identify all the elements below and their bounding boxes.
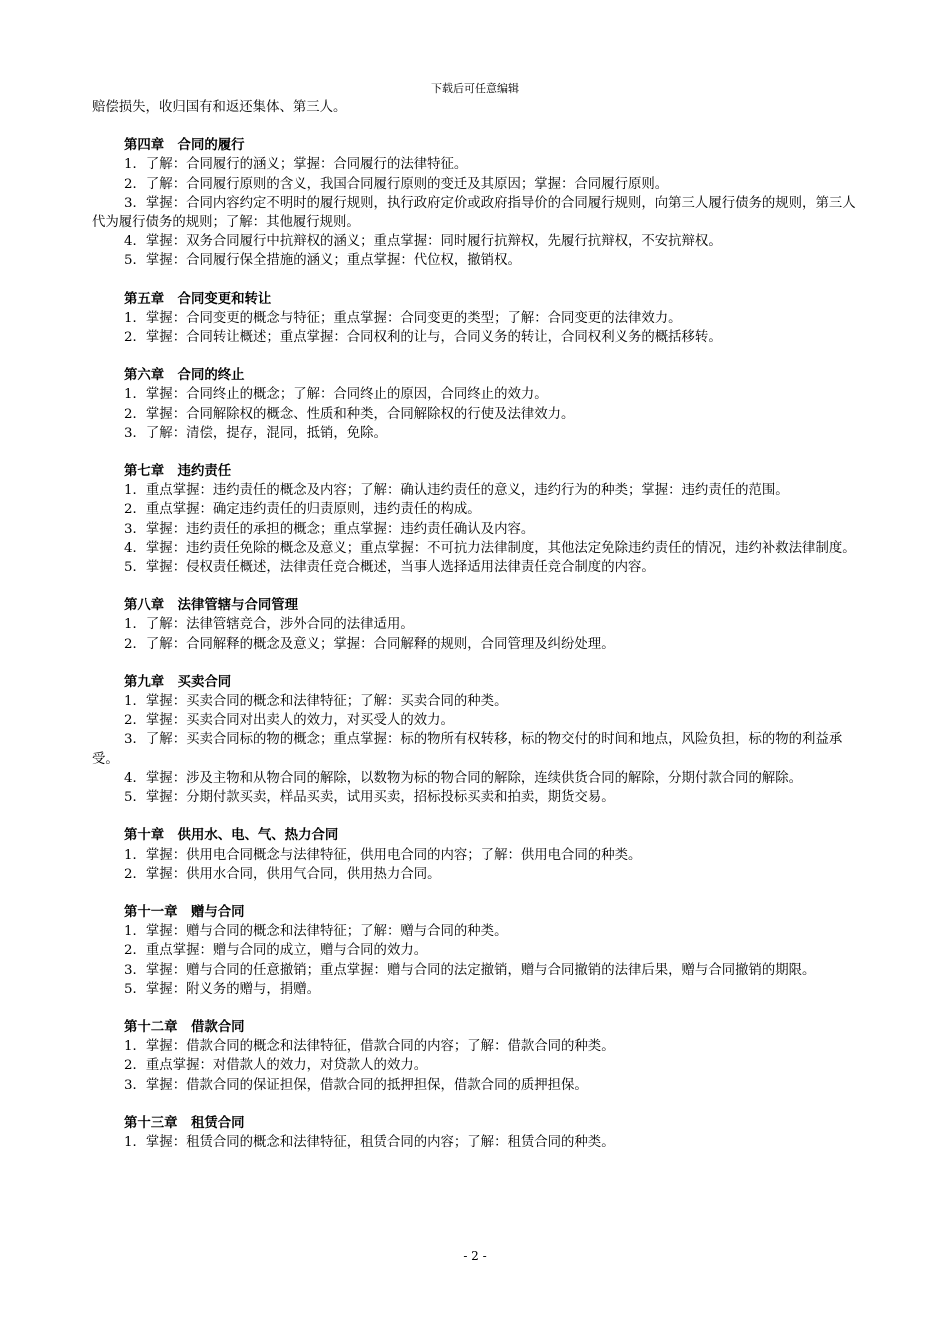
chapter-item: 2．重点掌握：确定违约责任的归责原则，违约责任的构成。	[124, 502, 481, 518]
chapter-item: 5．掌握：附义务的赠与，捐赠。	[124, 981, 320, 997]
chapter-6	[92, 366, 860, 443]
chapter-title: 第六章 合同的终止	[124, 367, 245, 384]
chapter-item: 2．掌握：供用水合同，供用气合同，供用热力合同。	[124, 866, 441, 882]
chapter-item: 1．掌握：供用电合同概念与法律特征，供用电合同的内容；了解：供用电合同的种类。	[124, 847, 642, 863]
chapter-title: 第九章 买卖合同	[124, 673, 232, 690]
chapter-item: 3．了解：清偿，提存，混同，抵销，免除。	[124, 425, 387, 441]
chapter-item: 1．掌握：赠与合同的概念和法律特征；了解：赠与合同的种类。	[124, 924, 508, 940]
chapter-11	[92, 903, 860, 999]
chapter-5	[92, 290, 860, 348]
chapter-10	[92, 826, 860, 884]
chapter-item: 2．重点掌握：赠与合同的成立，赠与合同的效力。	[124, 943, 428, 959]
chapter-item: 1．掌握：借款合同的概念和法律特征，借款合同的内容；了解：借款合同的种类。	[124, 1039, 615, 1055]
chapter-title: 第十三章 租赁合同	[124, 1114, 245, 1131]
chapter-item: 1．了解：法律管辖竞合，涉外合同的法律适用。	[124, 617, 414, 633]
chapter-title: 第十章 供用水、电、气、热力合同	[124, 827, 339, 844]
chapter-12	[92, 1018, 860, 1095]
chapter-item: 5．掌握：分期付款买卖，样品买卖，试用买卖，招标投标买卖和拍卖，期货交易。	[124, 790, 615, 806]
chapter-9	[92, 673, 860, 807]
continuation-line: 赔偿损失，收归国有和返还集体、第三人。	[92, 100, 347, 115]
chapter-title: 第十一章 赠与合同	[124, 903, 245, 920]
chapter-item: 5．掌握：侵权责任概述，法律责任竞合概述，当事人选择适用法律责任竞合制度的内容。	[124, 560, 655, 576]
chapter-7	[92, 462, 860, 577]
document-body	[92, 98, 860, 1152]
chapter-item: 4．掌握：双务合同履行中抗辩权的涵义；重点掌握：同时履行抗辩权，先履行抗辩权，不安抗辩权。	[124, 234, 722, 250]
chapter-item: 2．掌握：买卖合同对出卖人的效力，对买受人的效力。	[124, 713, 454, 729]
chapter-item: 2．了解：合同解释的概念及意义；掌握：合同解释的规则，合同管理及纠纷处理。	[124, 636, 615, 652]
chapter-item: 3．掌握：合同内容约定不明时的履行规则，执行政府定价或政府指导价的合同履行规则，向第三人履行债务的规则，第三人代为履行债务的规则；了解：其他履行规则。	[92, 195, 856, 231]
chapter-item: 4．掌握：违约责任免除的概念及意义；重点掌握：不可抗力法律制度，其他法定免除违约责任的情况，违约补救法律制度。	[124, 540, 856, 556]
chapter-title: 第七章 违约责任	[124, 463, 232, 480]
chapter-title: 第八章 法律管辖与合同管理	[124, 597, 299, 614]
chapter-title: 第十二章 借款合同	[124, 1018, 245, 1035]
chapter-item: 4．掌握：涉及主物和从物合同的解除，以数物为标的物合同的解除，连续供货合同的解除，分期付款合同的解除。	[124, 770, 803, 786]
chapter-item: 1．掌握：合同变更的概念与特征；重点掌握：合同变更的类型；了解：合同变更的法律效力。	[124, 310, 682, 326]
chapter-item: 5．掌握：合同履行保全措施的涵义；重点掌握：代位权，撤销权。	[124, 253, 521, 269]
chapter-item: 1．重点掌握：违约责任的概念及内容；了解：确认违约责任的意义，违约行为的种类；掌握：违约责任的范围。	[124, 483, 789, 499]
chapter-item: 2．了解：合同履行原则的含义，我国合同履行原则的变迁及其原因；掌握：合同履行原则。	[124, 176, 669, 192]
chapter-item: 2．掌握：合同转让概述；重点掌握：合同权利的让与，合同义务的转让，合同权利义务的概括移转。	[124, 330, 722, 346]
chapter-item: 3．掌握：赠与合同的任意撤销；重点掌握：赠与合同的法定撤销，赠与合同撤销的法律后果，赠与合同撤销的期限。	[124, 962, 816, 978]
chapter-item: 2．重点掌握：对借款人的效力，对贷款人的效力。	[124, 1058, 428, 1074]
chapter-4	[92, 136, 860, 270]
chapter-item: 1．掌握：租赁合同的概念和法律特征，租赁合同的内容；了解：租赁合同的种类。	[124, 1134, 615, 1150]
chapter-8	[92, 596, 860, 654]
chapter-item: 2．掌握：合同解除权的概念、性质和种类，合同解除权的行使及法律效力。	[124, 406, 575, 422]
chapter-item: 1．掌握：合同终止的概念；了解：合同终止的原因，合同终止的效力。	[124, 387, 548, 403]
chapter-item: 3．掌握：违约责任的承担的概念；重点掌握：违约责任确认及内容。	[124, 521, 535, 537]
chapter-item: 1．掌握：买卖合同的概念和法律特征；了解：买卖合同的种类。	[124, 694, 508, 710]
chapter-item: 1．了解：合同履行的涵义；掌握：合同履行的法律特征。	[124, 157, 468, 173]
chapter-13	[92, 1114, 860, 1152]
page-header: 下载后可任意编辑	[431, 82, 519, 95]
chapter-item: 3．掌握：借款合同的保证担保，借款合同的抵押担保，借款合同的质押担保。	[124, 1077, 588, 1093]
page-number: - 2 -	[463, 1249, 487, 1263]
chapter-item: 3．了解：买卖合同标的物的概念；重点掌握：标的物所有权转移，标的物交付的时间和地点，风险负担，标的物的利益承受。	[92, 732, 843, 767]
chapter-title: 第四章 合同的履行	[124, 137, 245, 154]
chapter-title: 第五章 合同变更和转让	[124, 290, 272, 307]
